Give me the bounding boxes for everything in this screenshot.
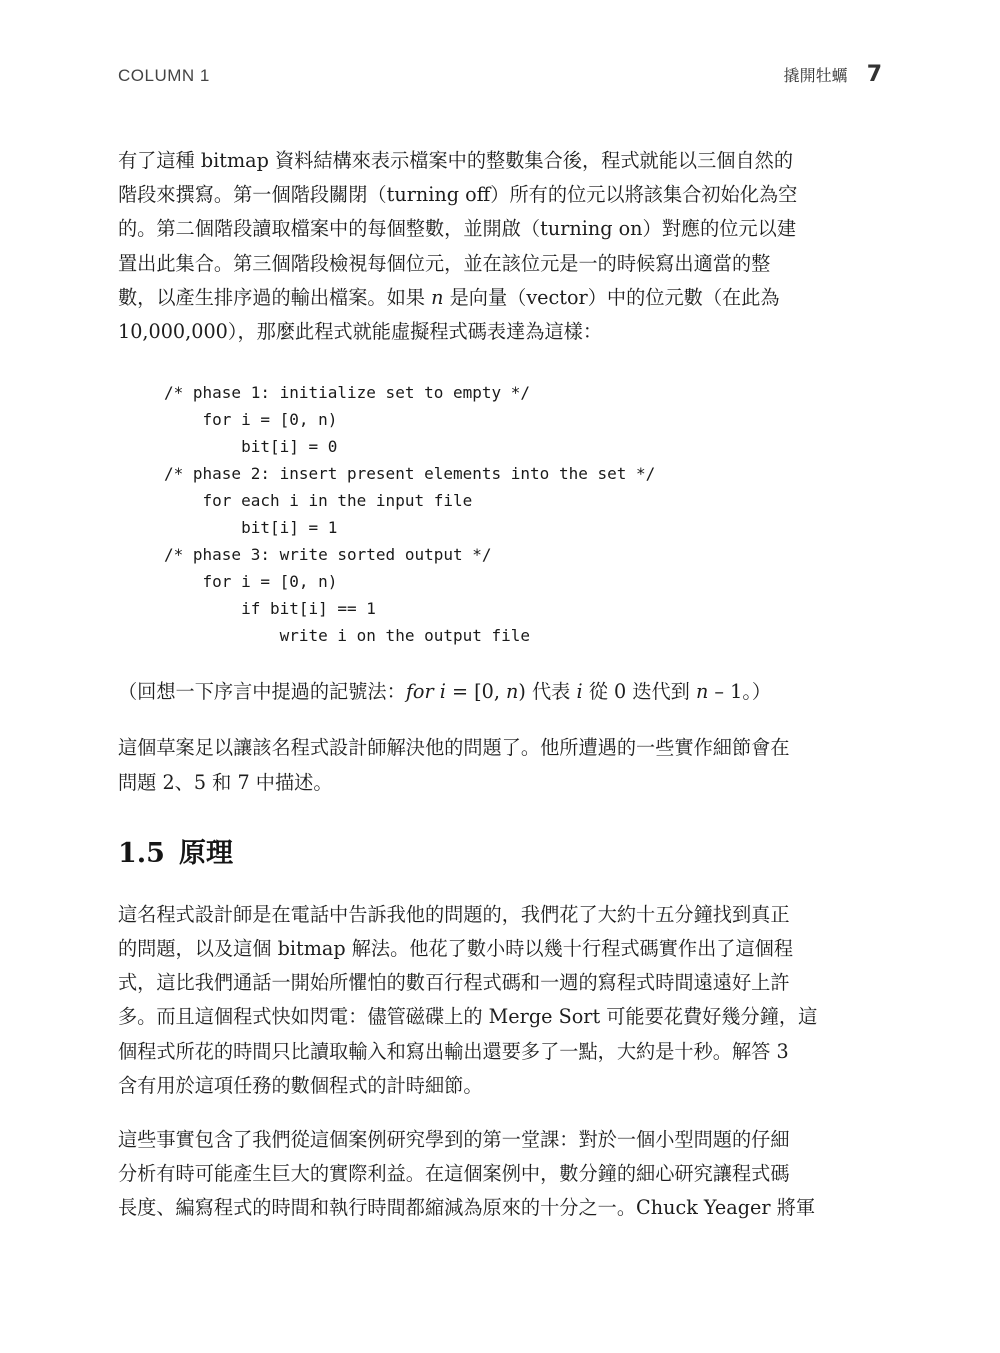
paragraph-draft: [118, 731, 882, 799]
paragraph-principles: [118, 898, 882, 1103]
text-fragment: 是向量（vector）中的位元數（在此為: [443, 285, 780, 309]
code-line: if bit[i] == 1: [164, 599, 376, 619]
chapter-title: 撬開牡蠣: [783, 66, 848, 85]
text-fragment: ) 代表: [518, 680, 577, 704]
code-line: bit[i] = 0: [164, 437, 338, 457]
running-head: [118, 62, 882, 92]
notation-note: [118, 675, 882, 709]
code-line: /* phase 2: insert present elements into the set */: [164, 464, 656, 484]
italic-variable: n: [431, 285, 444, 309]
text-fragment: = [0,: [445, 680, 507, 704]
text-fragment: 數，以產生排序過的輸出檔案。如果: [118, 285, 432, 309]
code-line: for i = [0, n): [164, 572, 338, 592]
text-fragment: 從 0 迭代到: [582, 680, 696, 704]
section-number: 1.5: [118, 837, 165, 869]
header-right: [784, 62, 882, 87]
text-line: 多。而且這個程式快如閃電：儘管磁碟上的 Merge Sort 可能要花費好幾分鐘，這: [118, 1005, 818, 1029]
paragraph-lesson: [118, 1123, 882, 1226]
text-line: 個程式所花的時間只比讀取輸入和寫出輸出還要多了一點，大約是十秒。解答 3: [118, 1039, 789, 1063]
code-line: for i = [0, n): [164, 410, 338, 430]
text-fragment: – 1。）: [708, 680, 772, 704]
text-line: 有了這種 bitmap 資料結構來表示檔案中的整數集合後，程式就能以三個自然的: [118, 149, 794, 172]
text-line: 階段來撰寫。第一個階段關閉（turning off）所有的位元以將該集合初始化為空: [118, 183, 798, 207]
code-line: /* phase 3: write sorted output */: [164, 545, 492, 565]
text-fragment: （回想一下序言中提過的記號法：: [118, 680, 406, 704]
text-line: 問題 2、5 和 7 中描述。: [118, 770, 333, 794]
text-line: 這名程式設計師是在電話中告訴我他的問題的，我們花了大約十五分鐘找到真正: [118, 902, 790, 926]
column-label: COLUMN 1: [118, 66, 210, 85]
text-line: 的問題，以及這個 bitmap 解法。他花了數小時以幾十行程式碼實作出了這個程: [118, 937, 794, 961]
page-content: [118, 144, 882, 1226]
code-line: bit[i] = 1: [164, 518, 338, 538]
text-line: 這些事實包含了我們從這個案例研究學到的第一堂課：對於一個小型問題的仔細: [118, 1128, 790, 1152]
text-line: 置出此集合。第三個階段檢視每個位元，並在該位元是一的時候寫出適當的整: [118, 251, 771, 275]
italic-for: for i: [405, 680, 446, 704]
text-line: 長度、編寫程式的時間和執行時間都縮減為原來的十分之一。Chuck Yeager 將軍: [118, 1196, 816, 1220]
text-line: [118, 675, 882, 709]
section-heading: [118, 834, 882, 874]
code-line: for each i in the input file: [164, 491, 473, 511]
text-line: 10,000,000），那麼此程式就能虛擬程式碼表達為這樣：: [118, 320, 603, 344]
page-number: 7: [866, 62, 882, 87]
italic-variable: n: [506, 680, 519, 704]
text-line: 式，這比我們通話一開始所懼怕的數百行程式碼和一週的寫程式時間遠遠好上許: [118, 971, 790, 995]
text-line: 這個草案足以讓該名程式設計師解決他的問題了。他所遭遇的一些實作細節會在: [118, 736, 790, 760]
italic-variable: i: [576, 680, 583, 704]
code-line: write i on the output file: [164, 626, 531, 646]
text-line: [118, 281, 882, 315]
code-line: /* phase 1: initialize set to empty */: [164, 383, 531, 403]
text-line: 分析有時可能產生巨大的實際利益。在這個案例中，數分鐘的細心研究讓程式碼: [118, 1162, 790, 1186]
italic-variable: n: [695, 680, 709, 704]
paragraph-bitmap-phases: [118, 144, 882, 349]
text-line: 含有用於這項任務的數個程式的計時細節。: [118, 1073, 483, 1097]
section-title: 原理: [178, 837, 233, 869]
text-line: 的。第二個階段讀取檔案中的每個整數，並開啟（turning on）對應的位元以建: [118, 217, 797, 241]
pseudocode-block: [164, 379, 882, 649]
